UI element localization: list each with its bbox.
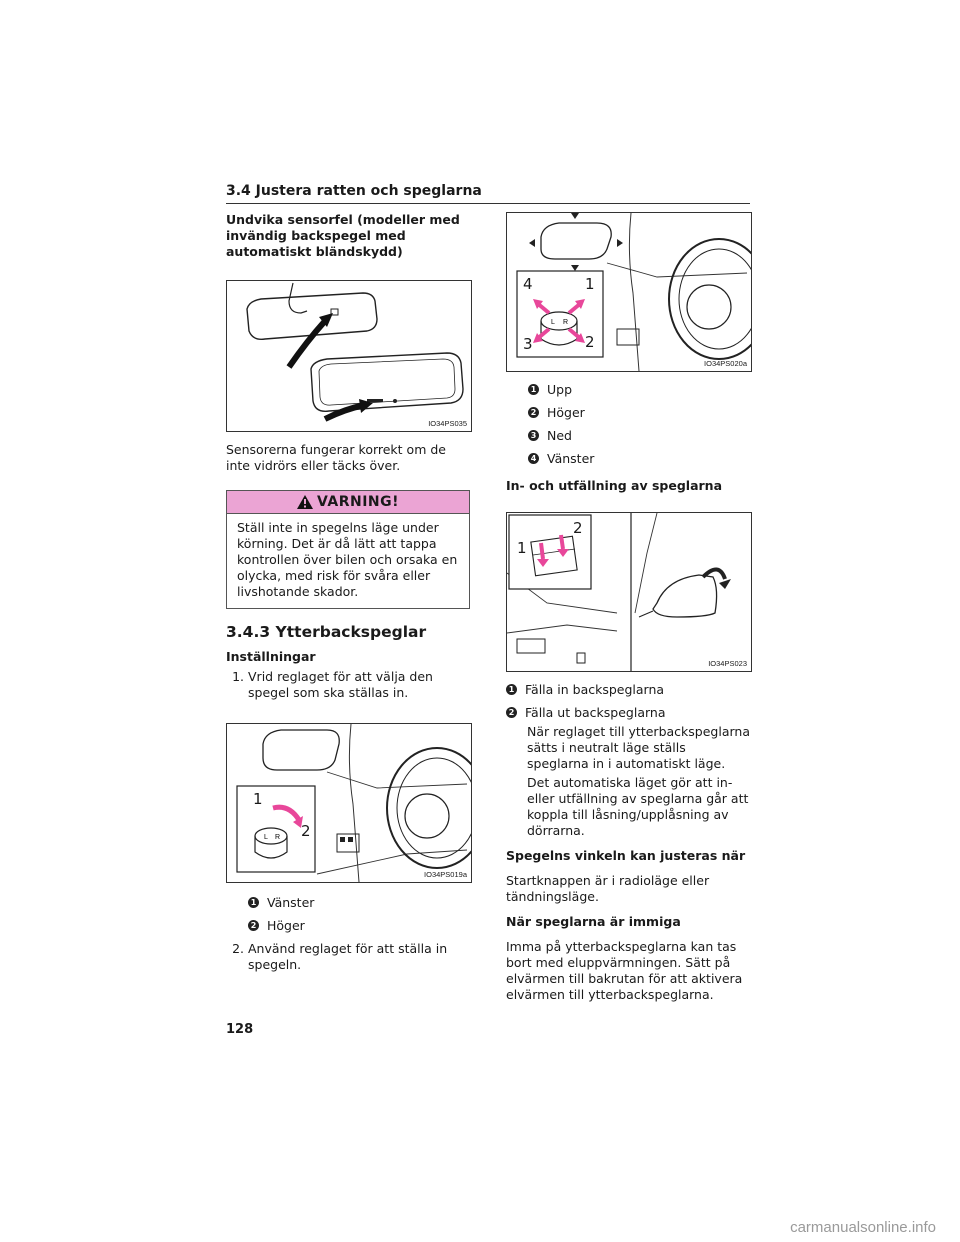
settings-heading: Inställningar [226, 649, 316, 664]
warning-box [226, 490, 470, 609]
legend-number: 1 [506, 684, 517, 695]
rearview-mirror-illustration [227, 281, 471, 431]
callout-1: 1 [585, 275, 595, 293]
warning-triangle-icon [297, 495, 313, 509]
legend-number: 2 [248, 920, 259, 931]
legend-number: 2 [506, 707, 517, 718]
angle-text: Startknappen är i radioläge eller tändningsläge. [506, 873, 710, 904]
legend-item [528, 401, 750, 424]
legend-number: 1 [248, 897, 259, 908]
callout-3: 3 [523, 335, 533, 353]
legend-number: 4 [528, 453, 539, 464]
figure-rearview-mirror [226, 280, 472, 432]
right-column [506, 212, 750, 1003]
step-number: 2. [232, 941, 244, 956]
angle-heading: Spegelns vinkeln kan justeras när [506, 848, 746, 863]
step-text: Använd reglaget för att ställa in spegeln. [248, 941, 448, 972]
svg-text:L: L [551, 319, 555, 326]
legend-text: Fälla ut backspeglarna [525, 704, 666, 720]
figure-mirror-selector [226, 723, 472, 883]
callout-1: 1 [253, 790, 263, 808]
mirror-selector-illustration [227, 724, 471, 882]
legend-item [506, 678, 750, 701]
legend-item [528, 447, 750, 470]
warning-title-bar [227, 491, 469, 514]
svg-text:R: R [563, 319, 569, 326]
legend-text: Vänster [547, 450, 595, 466]
sensor-text: Sensorerna fungerar korrekt om de inte vidrörs eller täcks över. [226, 442, 446, 473]
figure-code: IO34PS019a [424, 870, 467, 879]
fold-note-2: Det automatiska läget gör att in- eller utfällning av speglarna går att koppla till låsning/upplåsning av dörrarna. [527, 775, 749, 838]
figure-code: IO34PS020a [704, 359, 747, 368]
step-1 [226, 669, 470, 701]
watermark[interactable]: carmanualsonline.info [790, 1219, 936, 1236]
legend-adjust [506, 378, 750, 470]
mirror-fold-illustration [507, 513, 751, 671]
step-number: 1. [232, 669, 244, 684]
mirror-adjust-illustration [507, 213, 751, 371]
legend-number: 3 [528, 430, 539, 441]
callout-2: 2 [573, 519, 583, 537]
legend-item [248, 891, 470, 914]
page-number: 128 [226, 1022, 254, 1037]
callout-2: 2 [585, 333, 595, 351]
callout-4: 4 [523, 275, 533, 293]
legend-text: Fälla in backspeglarna [525, 681, 665, 697]
legend-item [528, 424, 750, 447]
fold-heading: In- och utfällning av speglarna [506, 478, 723, 493]
legend-item [506, 701, 750, 724]
fog-text: Imma på ytterbackspeglarna kan tas bort med eluppvärmningen. Sätt på elvärmen till bakrutan för att aktivera elvärmen till ytterbackspeglarna. [506, 939, 743, 1002]
fog-heading: När speglarna är immiga [506, 914, 681, 929]
svg-text:L: L [264, 834, 268, 841]
legend-fold [506, 678, 750, 724]
callout-2: 2 [301, 822, 311, 840]
legend-text: Höger [547, 404, 585, 420]
section-title: 3.4.3 Ytterbackspeglar [226, 623, 427, 641]
legend-text: Ned [547, 427, 572, 443]
warning-title: VARNING! [316, 494, 400, 510]
legend-number: 2 [528, 407, 539, 418]
step-text: Vrid reglaget för att välja den spegel som ska ställas in. [248, 669, 433, 700]
header-title: 3.4 Justera ratten och speglarna [226, 183, 482, 199]
callout-1: 1 [517, 539, 527, 557]
legend-text: Upp [547, 381, 573, 397]
legend-item [528, 378, 750, 401]
svg-text:R: R [275, 834, 281, 841]
legend-text: Vänster [267, 894, 315, 910]
sensor-heading: Undvika sensorfel (modeller med invändig backspegel med automatiskt bländskydd) [226, 212, 460, 259]
fold-note-1: När reglaget till ytterbackspeglarna sätts i neutralt läge ställs speglarna in i automatiskt läge. [527, 724, 750, 771]
left-column [226, 212, 470, 973]
figure-mirror-adjust [506, 212, 752, 372]
legend-selector [226, 891, 470, 937]
section-header [226, 180, 750, 204]
figure-code: IO34PS023 [708, 659, 747, 668]
warning-text: Ställ inte in spegelns läge under körning. Det är då lätt att tappa kontrollen över bilen och orsaka en olycka, med risk för svåra eller livshotande skador. [237, 520, 458, 599]
legend-text: Höger [267, 917, 305, 933]
step-2 [226, 941, 470, 973]
figure-code: IO34PS035 [428, 419, 467, 428]
legend-item [248, 914, 470, 937]
legend-number: 1 [528, 384, 539, 395]
figure-mirror-fold [506, 512, 752, 672]
